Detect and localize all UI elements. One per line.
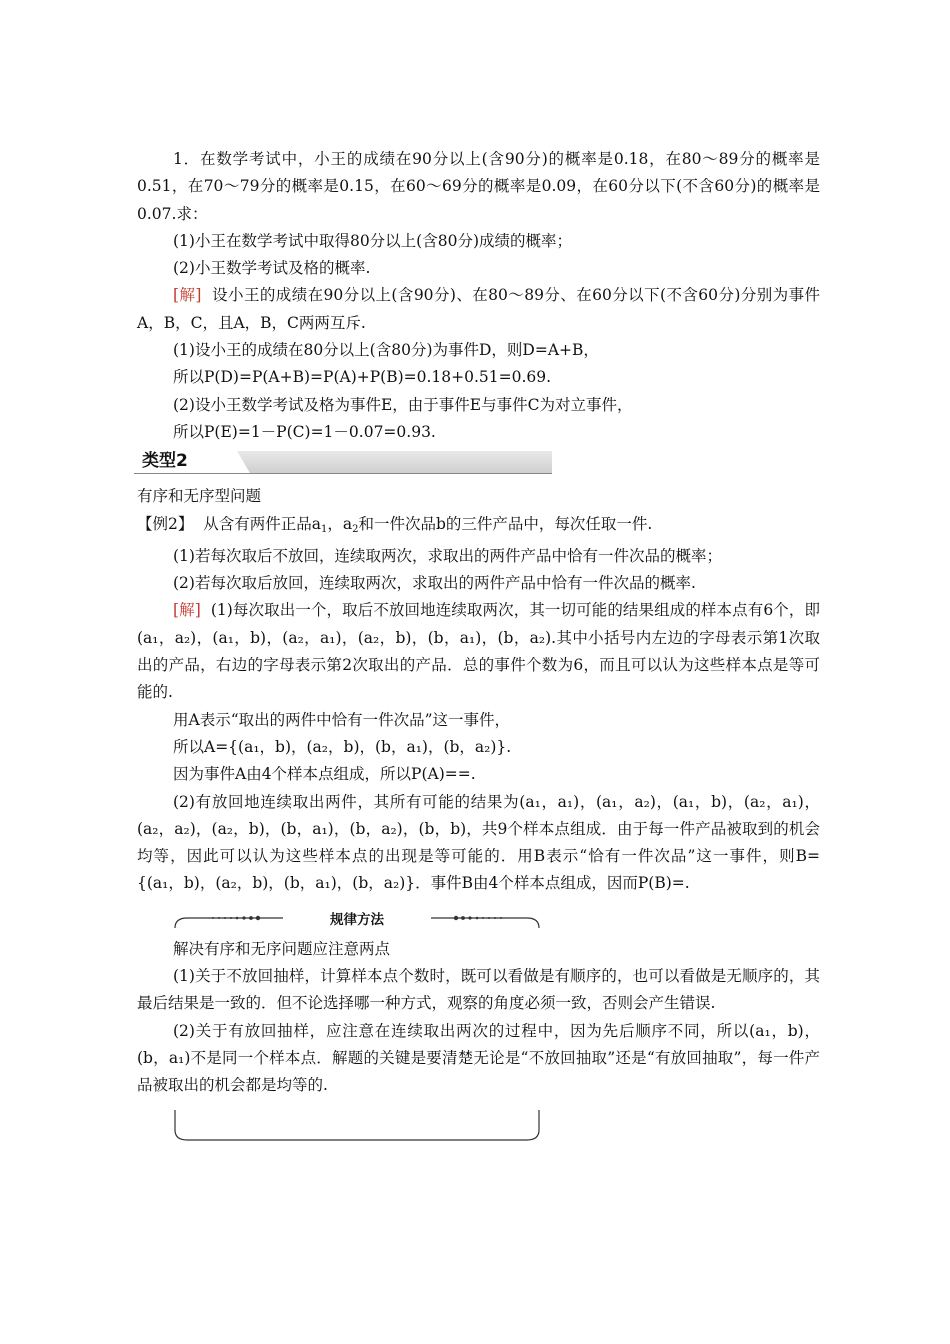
example2-solution-2: 用A表示“取出的两件中恰有一件次品”这一事件， xyxy=(173,710,511,729)
method-heading: 解决有序和无序问题应注意两点 xyxy=(173,939,391,958)
solution-step-1b: 所以P(D)=P(A+B)=P(A)+P(B)=0.18+0.51=0.69. xyxy=(173,368,552,387)
example2-question-1: (1)若每次取后不放回，连续取两次，求取出的两件产品中恰有一件次品的概率； xyxy=(173,546,722,565)
solution-tag: [解] xyxy=(173,286,202,305)
document-body xyxy=(137,146,820,1146)
example2-question-2: (2)若每次取后放回，连续取两次，求取出的两件产品中恰有一件次品的概率. xyxy=(173,574,696,593)
problem1-question-1: (1)小王在数学考试中取得80分以上(含80分)成绩的概率； xyxy=(173,231,572,250)
problem1-intro: 1．在数学考试中，小王的成绩在90分以上(含90分)的概率是0.18，在80～89分的概率是0.51，在70～79分的概率是0.15，在60～69分的概率是0.09，在60分以下(不含60分)的概率是0.07.求： xyxy=(137,150,820,223)
method-point-1: (1)关于不放回抽样，计算样本点个数时，既可以看做是有顺序的，也可以看做是无顺序的，其最后结果是一致的．但不论选择哪一种方式，观察的角度必须一致，否则会产生错误. xyxy=(137,967,820,1013)
subscript: 2 xyxy=(352,523,359,535)
type-title: 有序和无序型问题 xyxy=(137,487,262,506)
solution-step-2b: 所以P(E)=1－P(C)=1－0.07=0.93. xyxy=(173,422,436,441)
method-box xyxy=(137,910,820,1146)
problem1-question-2: (2)小王数学考试及格的概率. xyxy=(173,259,371,278)
subscript: 1 xyxy=(320,523,328,535)
solution-step-1a: (1)设小王的成绩在80分以上(含80分)为事件D，则D=A+B， xyxy=(173,341,599,360)
example-tag: 【例2】 xyxy=(137,514,194,533)
method-title: 规律方法 xyxy=(330,911,384,928)
method-box-top-border xyxy=(173,910,541,936)
solution-text: (1)每次取出一个，取后不放回地连续取两次，其一切可能的结果组成的样本点有6个，即(a₁，a₂)，(a₁，b)，(a₂，a₁)，(a₂，b)，(b，a₁)，(b，a₂).其中小括号内左边的字母表示第1次取出的产品，右边的字母表示第2次取出的产品．总的事件个数为6，而且可以认为这些样本点是等可能的. xyxy=(137,601,820,702)
method-body xyxy=(137,936,820,1100)
example-stem-part: 和一件次品b的三件产品中，每次任取一件. xyxy=(358,514,653,533)
type-heading-banner xyxy=(134,449,552,479)
solution-tag: [解] xyxy=(173,601,201,620)
example2-solution-5: (2)有放回地连续取出两件，其所有可能的结果为(a₁，a₁)，(a₁，a₂)，(a₁，b)，(a₂，a₁)，(a₂，a₂)，(a₂，b)，(b，a₁)，(b，a₂)，(b，b)，共9个样本点组成．由于每一件产品被取到的机会均等，因此可以认为这些样本点的出现是等可能的．用B表示“恰有一件次品”这一事件，则B={(a₁，b)，(a₂，b)，(b，a₁)，(b，a₂)}．事件B由4个样本点组成，因而P(B)=. xyxy=(137,792,820,893)
method-point-2: (2)关于有放回抽样，应注意在连续取出两次的过程中，因为先后顺序不同，所以(a₁，b)，(b，a₁)不是同一个样本点．解题的关键是要清楚无论是“不放回抽取”还是“有放回抽取”，每一件产品被取出的机会都是均等的. xyxy=(137,1021,820,1095)
type-heading-label: 类型2 xyxy=(142,451,188,472)
example2-solution-3: 所以A={(a₁，b)，(a₂，b)，(b，a₁)，(b，a₂)}. xyxy=(173,737,512,756)
problem1-solution-intro xyxy=(137,282,820,337)
example-stem-part: ，a xyxy=(327,514,353,533)
solution-intro-text: 设小王的成绩在90分以上(含90分)、在80～89分、在60分以下(不含60分)分别为事件A，B，C，且A，B，C两两互斥. xyxy=(137,286,820,332)
method-box-bottom-border xyxy=(173,1106,541,1146)
method-box-frame-bottom xyxy=(173,1106,541,1146)
example2-solution-4: 因为事件A由4个样本点组成，所以P(A)==. xyxy=(173,765,476,784)
example-stem-part: 从含有两件正品a xyxy=(203,514,321,533)
example2-stem xyxy=(137,511,820,543)
solution-step-2a: (2)设小王数学考试及格为事件E，由于事件E与事件C为对立事件， xyxy=(173,395,633,414)
example2-solution-1 xyxy=(137,597,820,706)
